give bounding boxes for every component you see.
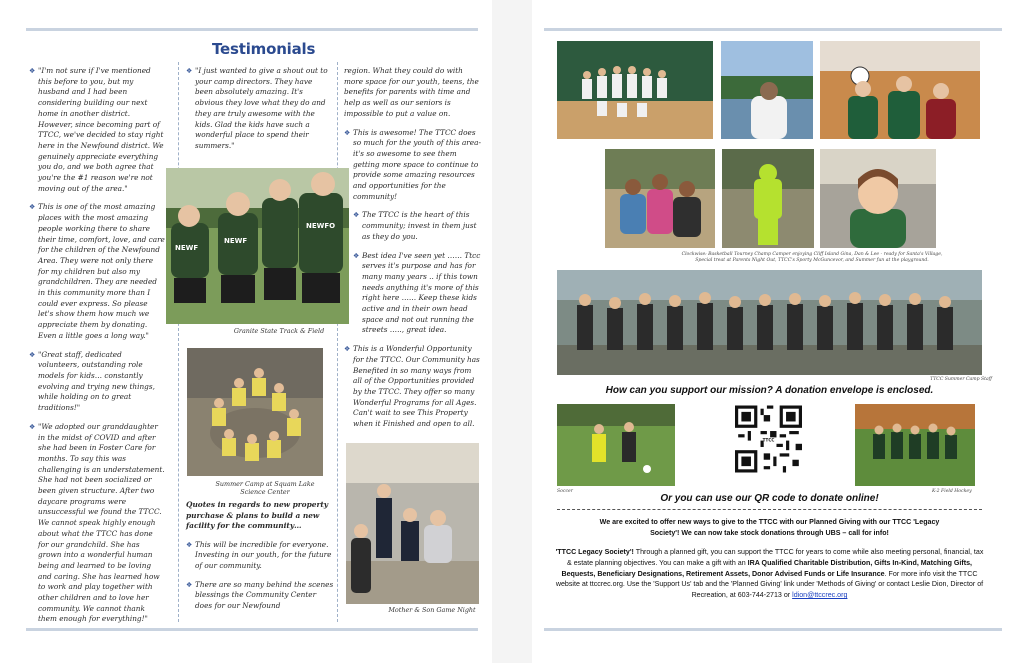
- column-divider: [178, 62, 179, 622]
- testimonial-continued: region. What they could do with more space for our youth, teens, the benefits for parents with time and help as well as our seniors is impossible to put a value on.: [344, 66, 479, 118]
- basketball-team-photo: [557, 41, 713, 139]
- bottom-rule: [544, 628, 1002, 631]
- bottom-rule: [26, 628, 478, 631]
- photo-caption: K-2 Field Hockey: [932, 489, 972, 494]
- testimonial: ❖ "I'm not sure if I've mentioned this before to you, but my husband and I had been considering building our next home in another district. However, since becoming part of TTCC, we've decided to stay right here in the Newfound district. We genuinely appreciate everything you do, and we both agree that you're the #1 reason we're not moving out of the area.": [29, 66, 164, 193]
- photo-caption: Mother & Son Game Night: [388, 606, 476, 614]
- testimonial: ❖ "I just wanted to give a shout out to your camp directors. They have been absolutely amazing. It's obvious they love what they do and they are truly awesome with the kids. Glad the kids have such a wonderful place to spend their summers.": [186, 66, 328, 150]
- testimonial: ❖ The TTCC is the heart of this community; invest in them just as they do you.: [353, 210, 477, 241]
- testimonial: ❖ There are so many behind the scenes blessings the Community Center does for our Newfound: [186, 579, 334, 611]
- bullet-icon: ❖: [344, 128, 351, 137]
- testimonial-column-3: [344, 66, 482, 438]
- photo-caption: Granite State Track & Field: [233, 327, 325, 335]
- legacy-society-paragraph: 'TTCC Legacy Society'! Through a planned gift, you can support the TTCC for years to come while also meeting personal, financial, tax & estate planning objectives. You can make a gift with an IRA Qualified Charitable Distribution, Gifts In-Kind, Matching Gifts, Bequests, Beneficiary Designations, Retirement Assets, Donor Advised Funds or Life Insurance. For more info visit the TTCC website at ttccrec.org. Use the 'Support Us' tab and the 'Planned Giving' link under 'Methods of Giving' or contact Leslie Dion, Director of Recreation, at 603-744-2713 or ldion@ttccrec.org: [555, 548, 984, 600]
- qr-heading: Or you can use our QR code to donate online!: [660, 493, 879, 504]
- photo-caption: Soccer: [557, 489, 573, 494]
- property-quotes: [186, 500, 334, 620]
- svg-text:NEWFO: NEWFO: [306, 222, 336, 230]
- testimonial: ❖ This is one of the most amazing places with the most amazing people working there to share their time, comfort, love, and care for the children of the Newfound Area. They were not only there for my children but also my grandchildren. They are needed in this community more than I could ever express. So please let's show them how much we appreciate them by donating. Even a little goes a long way.": [29, 202, 165, 340]
- planned-giving-intro: We are excited to offer new ways to give to the TTCC with our Planned Giving with our TTCC 'Legacy Society'! We can now take stock donations through UBS – call for info!: [599, 518, 940, 537]
- testimonial: ❖ This is awesome! The TTCC does so much for the youth of this area-it's so awesome to see them getting more space to continue to provide some amazing resources and opportunities for the community!: [344, 127, 481, 201]
- sporty-mcguncevor-photo: [722, 149, 814, 248]
- santas-village-photo: [820, 41, 980, 139]
- testimonial-column-1: [29, 66, 165, 633]
- dashed-divider: [557, 509, 982, 510]
- photo-caption: TTCC Summer Camp Staff: [930, 377, 992, 382]
- donate-qr-code[interactable]: [735, 404, 802, 474]
- bullet-icon: ❖: [344, 345, 351, 354]
- email-link[interactable]: ldion@ttccrec.org: [792, 591, 848, 600]
- photo-caption: Summer Camp at Squam Lake Science Center: [215, 480, 315, 496]
- summer-camp-staff-photo: [557, 270, 982, 375]
- mother-son-photo: [346, 443, 479, 604]
- testimonial: ❖ This will be incredible for everyone. Investing in our youth, for the future of our community.: [186, 539, 332, 570]
- support-heading: How can you support our mission? A donation envelope is enclosed.: [605, 385, 934, 396]
- quotes-heading: Quotes in regards to new property purchase & plans to build a new facility for the community…: [186, 500, 329, 530]
- bullet-icon: ❖: [186, 580, 193, 589]
- left-page: [0, 0, 492, 663]
- testimonial: ❖ Best idea I've seen yet …… Ttcc serves it's purpose and has for many many years .. if this town needs anything it's more of this right here …… Keep these kids active and in their own head space and not out running the streets ….., great idea.: [353, 250, 481, 335]
- cliff-island-photo: [721, 41, 813, 139]
- soccer-photo: [557, 404, 675, 486]
- bullet-icon: ❖: [29, 67, 36, 75]
- bullet-icon: ❖: [29, 350, 36, 359]
- testimonial-column-2: [186, 66, 332, 160]
- testimonial: ❖ This is a Wonderful Opportunity for the TTCC. Our Community has Benefited in so many ways from all of the Opportunities provided by the TTCC. They offer so many Wonderful Programs for all Ages. Can't wait to see This Property when it Finished and open to all.: [344, 344, 480, 429]
- bullet-icon: ❖: [353, 211, 360, 220]
- top-rule: [26, 28, 478, 31]
- track-field-photo: [166, 168, 349, 324]
- summer-camp-photo: [187, 348, 323, 476]
- page-title: Testimonials: [212, 40, 316, 58]
- svg-text:NEWF: NEWF: [175, 244, 199, 252]
- collage-caption: Clockwise: Basketball Tourney Champ Camper enjoying Cliff Island Gina, Dan & Lee - ready for Santa's Village, Special treat at Parents Night Out, TTCC's Sporty McGuncevor, and Summer fun at the playground.: [681, 252, 943, 263]
- qr-logo-text: TTCC: [762, 437, 775, 443]
- bullet-icon: ❖: [353, 251, 360, 260]
- top-rule: [544, 28, 1002, 31]
- testimonial: ❖ "We adopted our granddaughter in the midst of COVID and after she had been in Foster Care for months. To say this was challenging is an understatement. She had not been socialized or been given structure. After two daycare programs were unsuccessful we found the TTCC. We cannot speak highly enough about what the TTCC has done for our grandchild. She has grown into a wonderful human being and learned to be loving and caring. She has learned how to work and play together with other children and to love her community. We cannot thank them enough for everything!": [29, 421, 165, 624]
- field-hockey-photo: [855, 404, 975, 486]
- testimonial: ❖ "Great staff, dedicated volunteers, outstanding role models for kids… constantly evolving and trying new things, while holding on to great traditions!": [29, 349, 155, 413]
- bullet-icon: ❖: [186, 67, 193, 75]
- bullet-icon: ❖: [29, 422, 36, 431]
- playground-photo: [820, 149, 936, 248]
- parents-night-photo: [605, 149, 715, 248]
- column-divider: [337, 62, 338, 622]
- bullet-icon: ❖: [29, 203, 36, 212]
- svg-text:NEWF: NEWF: [224, 237, 248, 245]
- bullet-icon: ❖: [186, 540, 193, 549]
- right-page: [532, 0, 1024, 663]
- page-gutter: [492, 0, 532, 663]
